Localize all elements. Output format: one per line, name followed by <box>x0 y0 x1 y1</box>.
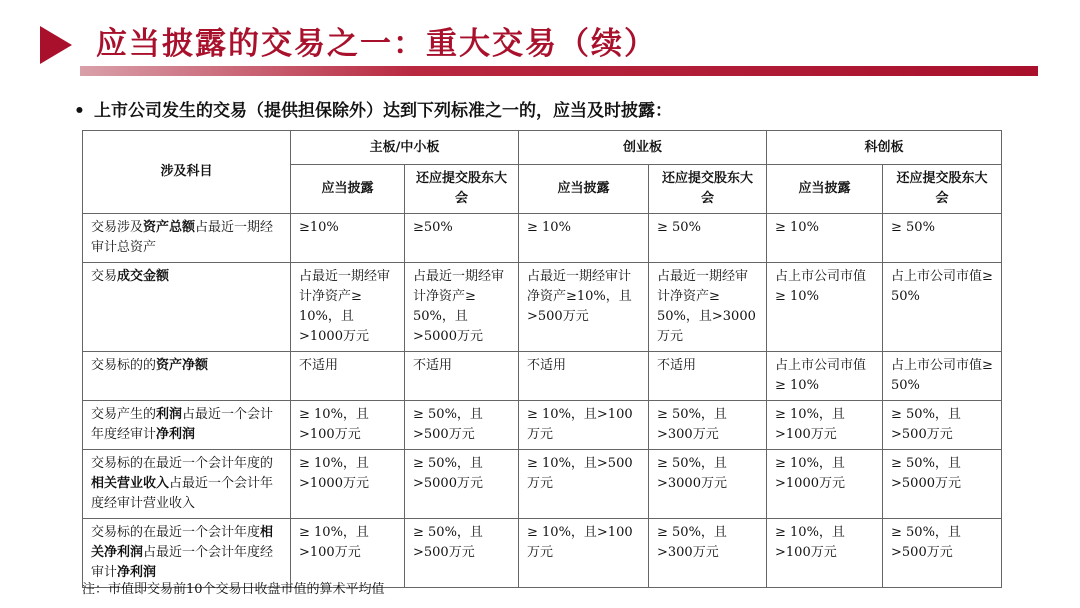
subject-bold-part: 相关净利润 <box>91 525 274 560</box>
group-header-gem: 创业板 <box>519 131 767 165</box>
title-triangle-icon <box>40 26 72 64</box>
table-cell: ≥ 50%，且>3000万元 <box>649 450 767 519</box>
subject-bold-part: 净利润 <box>156 427 196 442</box>
table-cell: ≥ 10%，且>100万元 <box>519 519 649 588</box>
table-cell: ≥10% <box>291 214 405 263</box>
table-cell: 不适用 <box>649 352 767 401</box>
table-cell: ≥ 10%，且>500万元 <box>519 450 649 519</box>
table-cell: 占上市公司市值≥ 50% <box>883 352 1002 401</box>
table-cell: ≥ 50%，且>500万元 <box>405 519 519 588</box>
subheader: 应当披露 <box>291 165 405 214</box>
corner-header: 涉及科目 <box>83 131 291 214</box>
row-subject <box>83 401 291 450</box>
table-row <box>83 263 1002 352</box>
intro-line <box>74 96 672 121</box>
table-cell: ≥50% <box>405 214 519 263</box>
subject-bold-part: 成交金额 <box>117 269 170 284</box>
disclosure-table <box>82 130 1002 588</box>
subject-bold-part: 净利润 <box>117 565 157 580</box>
table-cell: 占上市公司市值≥ 50% <box>883 263 1002 352</box>
row-subject <box>83 263 291 352</box>
subheader: 还应提交股东大会 <box>883 165 1002 214</box>
footnote: 注：市值即交易前10个交易日收盘市值的算术平均值 <box>82 582 385 597</box>
subject-bold-part: 资产净额 <box>156 358 209 373</box>
table-cell: 占最近一期经审计净资产≥ 50%，且>5000万元 <box>405 263 519 352</box>
table-cell: ≥ 50%，且>500万元 <box>883 519 1002 588</box>
table-cell: ≥ 50%，且>5000万元 <box>883 450 1002 519</box>
subject-bold-part: 相关营业收入 <box>91 476 170 491</box>
table-cell: 占上市公司市值≥ 10% <box>767 352 883 401</box>
table-cell: 占上市公司市值≥ 10% <box>767 263 883 352</box>
table-cell: 不适用 <box>519 352 649 401</box>
row-subject <box>83 214 291 263</box>
subject-part: 交易标的在最近一个会计年度 <box>91 525 261 540</box>
subheader: 还应提交股东大会 <box>649 165 767 214</box>
table-cell: 占最近一期经审计净资产≥ 10%，且>1000万元 <box>291 263 405 352</box>
table-row <box>83 450 1002 519</box>
table-cell: ≥ 10%，且>100万元 <box>519 401 649 450</box>
table-row <box>83 214 1002 263</box>
table-cell: ≥ 10%，且>1000万元 <box>291 450 405 519</box>
table-cell: ≥ 50%，且>500万元 <box>883 401 1002 450</box>
page-title: 应当披露的交易之一：重大交易（续） <box>96 26 657 62</box>
table-cell: ≥ 10%，且>100万元 <box>291 401 405 450</box>
subject-part: 交易标的在最近一个会计年度的 <box>91 456 274 471</box>
group-header-main: 主板/中小板 <box>291 131 519 165</box>
table-cell: ≥ 10%，且>1000万元 <box>767 450 883 519</box>
table-cell: 不适用 <box>291 352 405 401</box>
table-cell: ≥ 50%，且>5000万元 <box>405 450 519 519</box>
table-cell: 不适用 <box>405 352 519 401</box>
table-cell: ≥ 50% <box>883 214 1002 263</box>
bullet-icon: • <box>74 101 85 121</box>
subject-part: 交易产生的 <box>91 407 157 422</box>
table-row <box>83 401 1002 450</box>
table-cell: ≥ 10%，且>100万元 <box>767 519 883 588</box>
table-cell: ≥ 50% <box>649 214 767 263</box>
subject-part: 交易 <box>91 269 118 284</box>
group-header-star: 科创板 <box>767 131 1002 165</box>
subject-part: 交易标的的 <box>91 358 157 373</box>
table-cell: 占最近一期经审计净资产≥ 50%，且>3000万元 <box>649 263 767 352</box>
subheader: 还应提交股东大会 <box>405 165 519 214</box>
table-cell: ≥ 10%，且>100万元 <box>291 519 405 588</box>
table-cell: ≥ 10% <box>767 214 883 263</box>
subject-part: 占最近一个会计年度经审计 <box>91 545 274 580</box>
table-row <box>83 352 1002 401</box>
table-cell: ≥ 50%，且>500万元 <box>405 401 519 450</box>
table-cell: 占最近一期经审计净资产≥10%，且>500万元 <box>519 263 649 352</box>
subject-bold-part: 资产总额 <box>143 220 196 235</box>
subject-part: 占最近一个会计年度经审计营业收入 <box>91 476 274 511</box>
table-cell: ≥ 50%，且>300万元 <box>649 519 767 588</box>
row-subject <box>83 352 291 401</box>
intro-text: 上市公司发生的交易（提供担保除外）达到下列标准之一的，应当及时披露： <box>94 101 672 121</box>
subject-part: 占最近一期经审计总资产 <box>91 220 274 255</box>
subheader: 应当披露 <box>519 165 649 214</box>
subject-bold-part: 利润 <box>156 407 183 422</box>
subject-part: 交易涉及 <box>91 220 144 235</box>
subheader: 应当披露 <box>767 165 883 214</box>
row-subject <box>83 450 291 519</box>
table-cell: ≥ 10%，且>100万元 <box>767 401 883 450</box>
subject-part: 占最近一个会计年度经审计 <box>91 407 274 442</box>
table-cell: ≥ 50%，且>300万元 <box>649 401 767 450</box>
title-underline-bar <box>80 66 1038 76</box>
table-cell: ≥ 10% <box>519 214 649 263</box>
